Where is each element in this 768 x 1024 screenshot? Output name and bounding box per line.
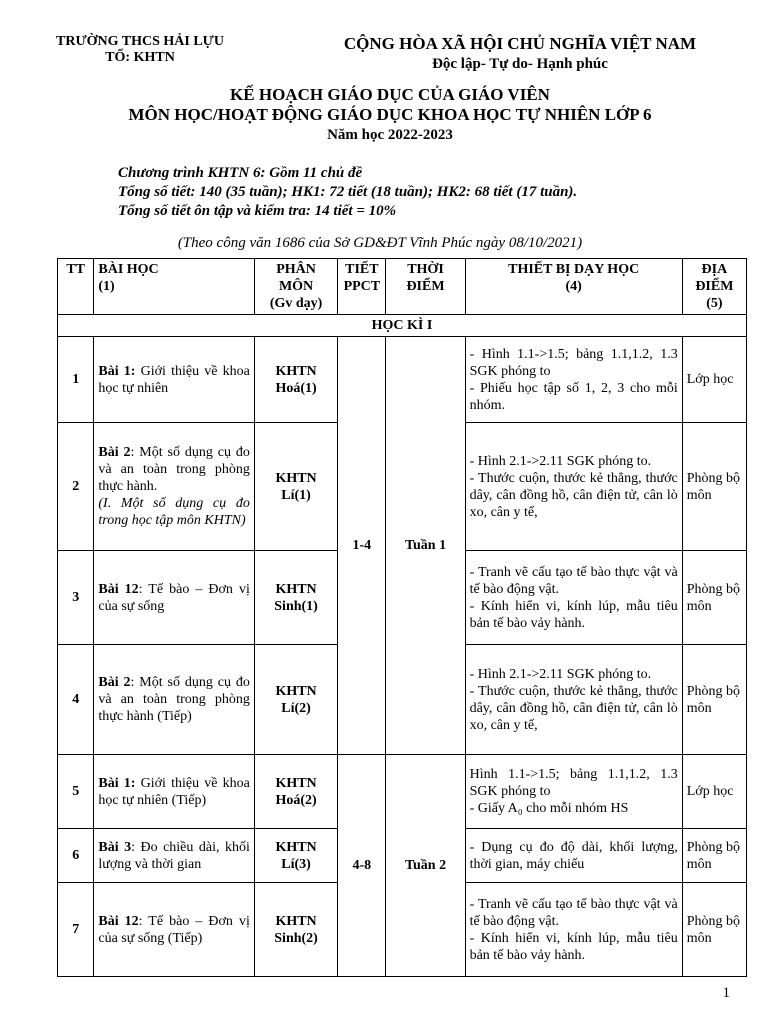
row-number: 2 <box>58 423 94 551</box>
lesson-cell: Bài 12: Tế bào – Đơn vị của sự sống <box>94 551 254 645</box>
table-row <box>58 755 747 829</box>
place-cell: Phòng bộ môn <box>682 829 746 883</box>
equipment-cell: - Hình 1.1->1.5; bảng 1.1,1.2, 1.3 SGK phóng to - Phiếu học tập số 1, 2, 3 cho mỗi nhóm. <box>465 337 682 423</box>
row-number: 6 <box>58 829 94 883</box>
title-line-2: MÔN HỌC/HOẠT ĐỘNG GIÁO DỤC KHOA HỌC TỰ NHIÊN LỚP 6 <box>128 105 652 124</box>
header-subject: PHÂN MÔN (Gv dạy) <box>254 259 337 315</box>
place-cell: Phòng bộ môn <box>682 645 746 755</box>
equipment-cell: - Tranh vẽ cấu tạo tế bào thực vật và tế bào động vật. - Kính hiển vi, kính lúp, mẫu tiêu bản tế bào vảy hành. <box>465 551 682 645</box>
program-line-1: Chương trình KHTN 6: Gồm 11 chủ đề <box>118 165 363 181</box>
school-header <box>40 34 240 66</box>
place-cell: Lớp học <box>682 337 746 423</box>
header-period: TIẾT PPCT <box>338 259 386 315</box>
time-cell: Tuần 2 <box>386 755 465 977</box>
equipment-cell: - Dụng cụ đo độ dài, khối lượng, thời gian, máy chiếu <box>465 829 682 883</box>
lesson-cell: Bài 1: Giới thiệu về khoa học tự nhiên <box>94 337 254 423</box>
lesson-cell: Bài 3: Đo chiều dài, khối lượng và thời gian <box>94 829 254 883</box>
subject-cell: KHTN Sinh(1) <box>254 551 337 645</box>
program-line-2: Tổng số tiết: 140 (35 tuần); HK1: 72 tiết (18 tuần); HK2: 68 tiết (17 tuần). <box>118 184 578 200</box>
place-cell: Phòng bộ môn <box>682 883 746 977</box>
time-cell: Tuần 1 <box>386 337 465 755</box>
header-place: ĐỊA ĐIỂM (5) <box>682 259 746 315</box>
national-header <box>300 34 740 74</box>
program-summary <box>118 164 718 221</box>
semester-label: HỌC KÌ I <box>58 315 747 337</box>
program-line-3: Tổng số tiết ôn tập và kiểm tra: 14 tiết = 10% <box>118 203 397 219</box>
period-cell: 4-8 <box>338 755 386 977</box>
row-number: 5 <box>58 755 94 829</box>
row-number: 1 <box>58 337 94 423</box>
lesson-cell: Bài 2: Một số dụng cụ đo và an toàn trong phòng thực hành (Tiếp) <box>94 645 254 755</box>
row-number: 7 <box>58 883 94 977</box>
place-cell: Phòng bộ môn <box>682 551 746 645</box>
teaching-plan-table <box>57 258 747 977</box>
row-number: 4 <box>58 645 94 755</box>
nation-name: CỘNG HÒA XÃ HỘI CHỦ NGHĨA VIỆT NAM <box>343 34 697 53</box>
subject-cell: KHTN Hoá(2) <box>254 755 337 829</box>
subject-cell: KHTN Lí(2) <box>254 645 337 755</box>
document-title <box>60 85 720 145</box>
department-name: TỔ: KHTN <box>105 50 175 65</box>
equipment-cell: - Hình 2.1->2.11 SGK phóng to. - Thước cuộn, thước kẻ thẳng, thước dây, cân đồng hồ, cân điện tử, cân lò xo, cân y tế, <box>465 423 682 551</box>
place-cell: Lớp học <box>682 755 746 829</box>
title-line-1: KẾ HOẠCH GIÁO DỤC CỦA GIÁO VIÊN <box>230 85 550 104</box>
table-row <box>58 337 747 423</box>
equipment-cell: - Tranh vẽ cấu tạo tế bào thực vật và tế bào động vật. - Kính hiển vi, kính lúp, mẫu tiêu bản tế bào vảy hành. <box>465 883 682 977</box>
lesson-cell: Bài 12: Tế bào – Đơn vị của sự sống (Tiếp) <box>94 883 254 977</box>
subject-cell: KHTN Lí(3) <box>254 829 337 883</box>
header-equipment: THIẾT BỊ DẠY HỌC (4) <box>465 259 682 315</box>
reference-note: (Theo công văn 1686 của Sở GD&ĐT Vĩnh Phúc ngày 08/10/2021) <box>177 235 583 251</box>
header-tt: TT <box>58 259 94 315</box>
lesson-cell: Bài 1: Giới thiệu về khoa học tự nhiên (Tiếp) <box>94 755 254 829</box>
header-time: THỜI ĐIỂM <box>386 259 465 315</box>
national-motto: Độc lập- Tự do- Hạnh phúc <box>432 56 608 72</box>
lesson-cell: Bài 2: Một số dụng cụ đo và an toàn trong phòng thực hành. (I. Một số dụng cụ đo trong học tập môn KHTN) <box>94 423 254 551</box>
subject-cell: KHTN Sinh(2) <box>254 883 337 977</box>
equipment-cell: - Hình 2.1->2.11 SGK phóng to. - Thước cuộn, thước kẻ thẳng, thước dây, cân đồng hồ, cân điện tử, cân lò xo, cân y tế, <box>465 645 682 755</box>
school-year: Năm học 2022-2023 <box>327 127 453 143</box>
subject-cell: KHTN Hoá(1) <box>254 337 337 423</box>
period-cell: 1-4 <box>338 337 386 755</box>
semester-row <box>58 315 747 337</box>
subject-cell: KHTN Lí(1) <box>254 423 337 551</box>
school-name: TRƯỜNG THCS HẢI LỰU <box>56 34 224 49</box>
place-cell: Phòng bộ môn <box>682 423 746 551</box>
page-number: 1 <box>722 985 730 1001</box>
header-lesson: BÀI HỌC (1) <box>94 259 254 315</box>
equipment-cell: Hình 1.1->1.5; bảng 1.1,1.2, 1.3 SGK phóng to - Giấy A₀ cho mỗi nhóm HS <box>465 755 682 829</box>
row-number: 3 <box>58 551 94 645</box>
table-header-row <box>58 259 747 315</box>
